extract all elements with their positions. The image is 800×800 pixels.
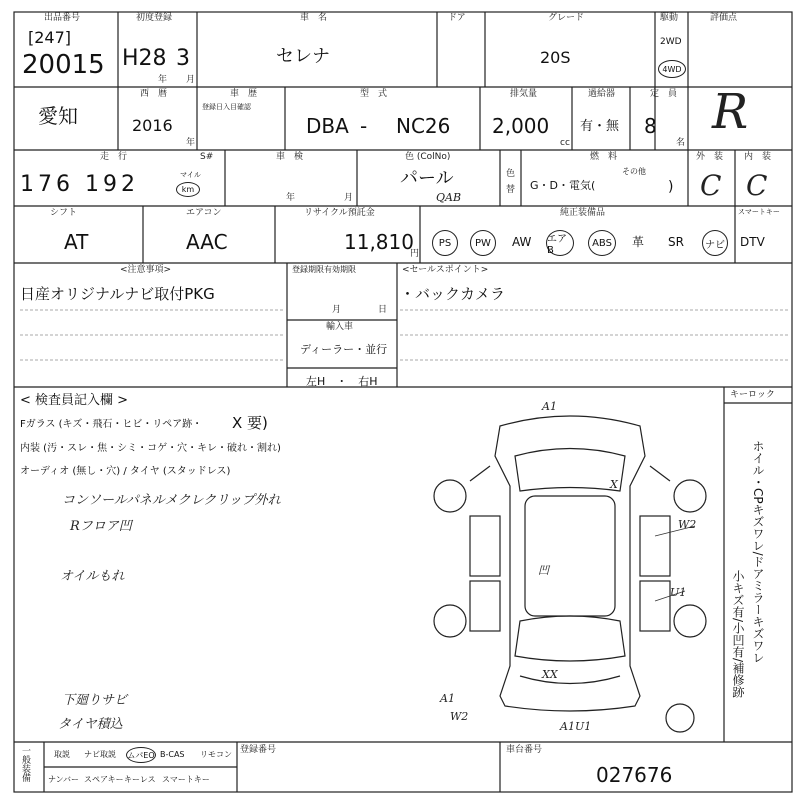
fuel-label: 燃 料 — [590, 152, 618, 162]
sales-text: ・バックカメラ — [400, 285, 506, 303]
inspection-year: 年 — [286, 193, 296, 203]
equipment-label: 純正装備品 — [560, 208, 606, 218]
score-label: 評価点 — [710, 13, 738, 23]
validity-label: 登録期限有効期限 — [292, 265, 356, 274]
caution-text: 日産オリジナルナビ取付PKG — [20, 285, 215, 303]
seireki-label: 西 暦 — [140, 89, 168, 99]
equip-ps: PS — [432, 230, 458, 256]
color-label: 色 (ColNo) — [405, 152, 451, 162]
sales-label: <セールスポイント> — [402, 265, 489, 275]
seireki: 2016 — [132, 116, 173, 135]
mileage-unit-km: km — [176, 182, 200, 197]
recycle: 11,810 — [344, 230, 414, 254]
import-label: 輸入車 — [326, 322, 354, 332]
mark-a1-front: A1 — [542, 400, 557, 413]
lot-bracket: [247] — [28, 28, 72, 47]
color-change-bottom: 替 — [506, 185, 516, 195]
recycle-label: リサイクル預託金 — [304, 208, 375, 218]
model-prefix: DBA — [306, 114, 349, 138]
first-reg-era: H28 — [122, 46, 167, 71]
validity-month: 月 — [332, 305, 342, 315]
capacity-unit: 名 — [676, 138, 686, 148]
lot-label: 出品番号 — [44, 13, 81, 23]
aircon-label: エアコン — [186, 208, 222, 218]
first-reg-month: 3 — [176, 46, 190, 71]
mileage: 176 192 — [20, 172, 139, 197]
grade-label: グレード — [548, 13, 585, 23]
turbo-label: 過給器 — [588, 89, 616, 99]
keylock-label: キーロック — [730, 390, 775, 400]
mark-a1-left: A1 — [440, 692, 455, 705]
equip-leather: 革 — [632, 235, 645, 249]
equip-pw: PW — [470, 230, 496, 256]
reg-label: 登録番号 — [240, 745, 277, 755]
interior: C — [746, 169, 768, 202]
car-diagram — [430, 396, 710, 736]
model-dash: - — [360, 114, 368, 138]
mark-w2-left: W2 — [450, 710, 469, 723]
mileage-unit-mile: マイル — [180, 171, 201, 179]
fuel-other: その他 — [622, 167, 646, 176]
caution-label: <注意事項> — [120, 265, 172, 275]
fuel-options: G・D・電気( — [530, 179, 596, 192]
exterior-label: 外 装 — [696, 152, 724, 162]
inspector-line2: 内装 (汚・スレ・焦・シミ・コゲ・穴・キレ・破れ・割れ) — [20, 443, 281, 454]
equip-abs: ABS — [588, 230, 616, 256]
year-unit: 年 — [158, 75, 168, 85]
color: パール — [400, 168, 454, 189]
equip-sr: SR — [668, 235, 684, 249]
equip-dtv: DTV — [740, 235, 765, 249]
footer-item-navi-manual: ナビ取説 — [84, 750, 116, 759]
inspection-month: 月 — [344, 193, 354, 203]
equip-navi: ナビ — [702, 230, 728, 256]
footer-item-remote: リモコン — [200, 750, 232, 759]
hand-note-5: タイヤ積込 — [58, 717, 123, 732]
score: R — [712, 84, 749, 140]
hand-note-2: Rフロア凹 — [70, 519, 132, 534]
car-name: セレナ — [276, 46, 330, 67]
displacement-label: 排気量 — [510, 89, 538, 99]
capacity: 8 — [644, 114, 657, 138]
mark-u1: U1 — [670, 586, 687, 599]
hand-note-4: 下廻りサビ — [62, 693, 128, 708]
mark-xx: XX — [542, 668, 558, 681]
footer-item-smartkey: スマートキー — [162, 775, 210, 784]
inspector-line1: Fガラス (キズ・飛石・ヒビ・リペア跡・ — [20, 419, 203, 430]
prefecture: 愛知 — [38, 104, 78, 128]
equip-aw: AW — [512, 235, 532, 249]
recycle-unit: 円 — [410, 249, 420, 259]
fuel-close: ) — [668, 179, 674, 195]
inspector-title: < 検査員記入欄 > — [20, 393, 129, 408]
car-name-label: 車 名 — [300, 13, 328, 23]
mark-dent: 凹 — [538, 564, 549, 577]
shift: AT — [64, 230, 89, 254]
mileage-s: S# — [200, 152, 214, 162]
exterior: C — [700, 169, 722, 202]
grade: 20S — [540, 48, 571, 67]
hand-note-1: コンソールパネルメクレクリップ外れ — [62, 493, 281, 508]
drive-label: 駆動 — [660, 13, 679, 23]
footer-item-sparekey: スペアキー — [84, 775, 124, 784]
chassis-note: 登録日入目確認 — [202, 103, 251, 111]
mileage-label: 走 行 — [100, 152, 128, 162]
displacement: 2,000 — [492, 114, 550, 138]
footer-item-keyless: キーレス — [124, 775, 156, 784]
footer-item-bcas: B-CAS — [160, 750, 185, 759]
drive-4wd: 4WD — [658, 60, 686, 78]
side-vertical-text: ホイル・CPキズワレ/ドアミラーキズワレ — [751, 440, 765, 664]
lot-number: 20015 — [22, 50, 105, 80]
footer-item-number: ナンバー — [48, 775, 80, 784]
chassis-label: 車 歴 — [230, 89, 258, 99]
door-label: ドア — [448, 13, 466, 23]
vin-label: 車台番号 — [506, 745, 543, 755]
model-code: NC26 — [396, 114, 451, 138]
drive-2wd: 2WD — [660, 37, 682, 47]
turbo-options: 有・無 — [580, 119, 620, 134]
cc-unit: cc — [560, 138, 570, 148]
inspector-line3: オーディオ (無し・穴) / タイヤ (スタッドレス) — [20, 466, 231, 477]
first-reg-label: 初度登録 — [136, 13, 173, 23]
month-unit: 月 — [186, 75, 196, 85]
aircon: AAC — [186, 230, 228, 254]
mark-w2: W2 — [678, 518, 697, 531]
interior-label: 内 装 — [744, 152, 772, 162]
inspection-label: 車 検 — [276, 152, 304, 162]
shift-label: シフト — [50, 208, 78, 218]
vin: 027676 — [596, 763, 673, 787]
validity-day: 日 — [378, 305, 388, 315]
footer-item-manual: 取説 — [54, 750, 70, 759]
seireki-unit: 年 — [186, 138, 196, 148]
model-label: 型 式 — [360, 89, 388, 99]
color-change-top: 色 — [506, 169, 516, 179]
mark-a1u1: A1U1 — [560, 720, 592, 733]
inspector-line1-mark: X 要) — [232, 414, 268, 432]
footer-item-circled: ムパEO — [126, 747, 156, 763]
handle-text: 左H ・ 右H — [306, 375, 378, 388]
color-code: QAB — [436, 191, 462, 204]
hand-note-3: オイルもれ — [60, 569, 125, 584]
equip-airbag: エアB — [546, 230, 574, 256]
mark-x: X — [610, 478, 618, 491]
capacity-label: 定 員 — [650, 89, 678, 99]
footer-label-col: 一般装備 — [20, 746, 30, 782]
import-text: ディーラー・並行 — [300, 343, 388, 356]
side-vertical-text-2: 小キズ有/小凹有/補修跡 — [731, 570, 745, 699]
smart-key-label: スマートキー — [738, 208, 780, 216]
